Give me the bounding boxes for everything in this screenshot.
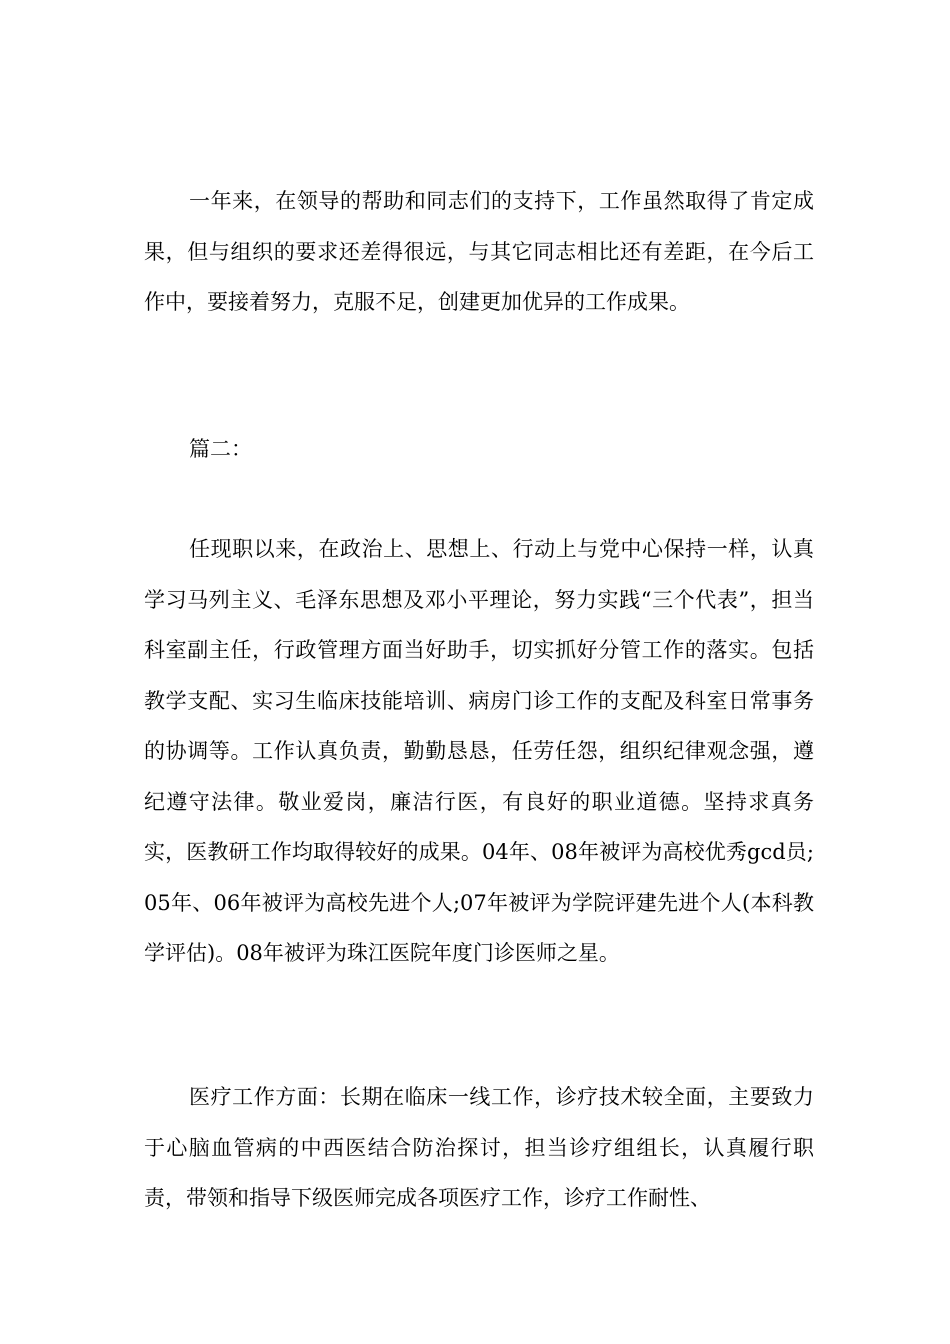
- section-heading: 篇二：: [189, 437, 252, 461]
- paragraph-medical-work: 医疗工作方面：长期在临床一线工作，诊疗技术较全面，主要致力于心脑血管病的中西医结合防治探讨，担当诊疗组组长，认真履行职责，带领和指导下级医师完成各项医疗工作，诊疗工作耐性、: [144, 1085, 814, 1210]
- paragraph-career: 任现职以来，在政治上、思想上、行动上与党中心保持一样，认真学习马列主义、毛泽东思想及邓小平理论，努力实践“三个代表”，担当科室副主任，行政管理方面当好助手，切实抓好分管工作的落实。包括教学支配、实习生临床技能培训、病房门诊工作的支配及科室日常事务的协调等。工作认真负责，勤勤恳恳，任劳任怨，组织纪律观念强，遵纪遵守法律。敬业爱岗，廉洁行医，有良好的职业道德。坚持求真务实，医教研工作均取得较好的成果。04年、08年被评为高校优秀gcd员;05年、06年被评为高校先进个人;07年被评为学院评建先进个人(本科教学评估)。08年被评为珠江医院年度门诊医师之星。: [144, 537, 814, 965]
- paragraph-summary: 一年来，在领导的帮助和同志们的支持下，工作虽然取得了肯定成果，但与组织的要求还差得很远，与其它同志相比还有差距，在今后工作中，要接着努力，克服不足，创建更加优异的工作成果。: [144, 189, 814, 314]
